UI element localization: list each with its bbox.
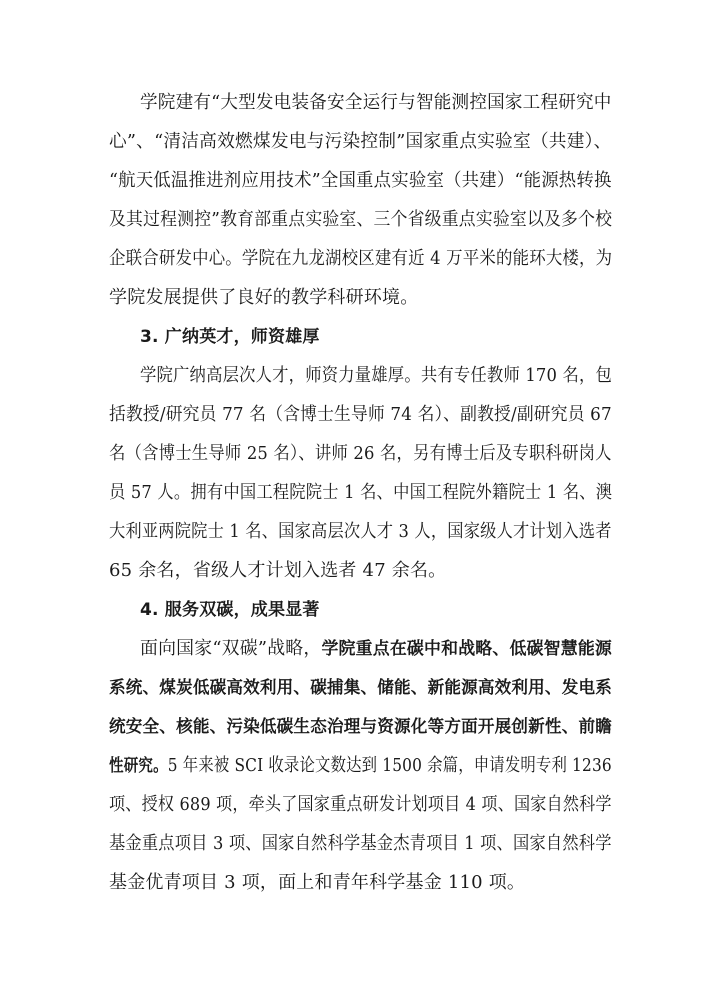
normal-text: 5 年来被 SCI 收录论文数达到 1500 余篇，申请发明专利 1236: [167, 755, 612, 776]
section-heading: 4. 服务双碳，成果显著: [140, 600, 320, 620]
paragraph-line: [140, 634, 612, 664]
paragraph-line: 基金优青项目 3 项，面上和青年科学基金 110 项。: [109, 872, 526, 893]
paragraph-line: 心”、“清洁高效燃煤发电与污染控制”国家重点实验室（共建）、: [109, 131, 612, 152]
section-heading: 3. 广纳英才，师资雄厚: [140, 327, 320, 347]
paragraph-line: 员 57 人。拥有中国工程院院士 1 名、中国工程院外籍院士 1 名、澳: [109, 482, 613, 503]
emphasis-text: 性研究。: [109, 756, 168, 776]
emphasis-text: 学院重点在碳中和战略、低碳智慧能源: [321, 639, 613, 659]
paragraph-line: [109, 751, 612, 781]
paragraph-line: 学院建有“大型发电装备安全运行与智能测控国家工程研究中: [140, 92, 612, 113]
paragraph-line: 企联合研发中心。学院在九龙湖校区建有近 4 万平米的能环大楼，为: [109, 248, 613, 269]
emphasis-line: 统安全、核能、污染低碳生态治理与资源化等方面开展创新性、前瞻: [109, 717, 612, 737]
emphasis-line: 系统、煤炭低碳高效利用、碳捕集、储能、新能源高效利用、发电系: [109, 678, 612, 698]
paragraph-line: 括教授/研究员 77 名（含博士生导师 74 名）、副教授/副研究员 67: [109, 404, 612, 425]
paragraph-line: 学院广纳高层次人才，师资力量雄厚。共有专任教师 170 名，包: [140, 365, 613, 386]
paragraph-line: 学院发展提供了良好的教学科研环境。: [109, 287, 419, 308]
paragraph-line: 及其过程测控”教育部重点实验室、三个省级重点实验室以及多个校: [109, 209, 613, 230]
paragraph-line: 名（含博士生导师 25 名）、讲师 26 名，另有博士后及专职科研岗人: [109, 443, 612, 464]
paragraph-line: 基金重点项目 3 项、国家自然科学基金杰青项目 1 项、国家自然科学: [109, 833, 612, 854]
normal-text: 面向国家“双碳”战略，: [140, 638, 322, 659]
paragraph-line: “航天低温推进剂应用技术”全国重点实验室（共建）“能源热转换: [109, 170, 612, 191]
paragraph-line: 大利亚两院院士 1 名、国家高层次人才 3 人，国家级人才计划入选者: [109, 521, 612, 542]
paragraph-line: 项、授权 689 项，牵头了国家重点研发计划项目 4 项、国家自然科学: [109, 794, 612, 815]
paragraph-line: 65 余名，省级人才计划入选者 47 余名。: [109, 560, 447, 581]
